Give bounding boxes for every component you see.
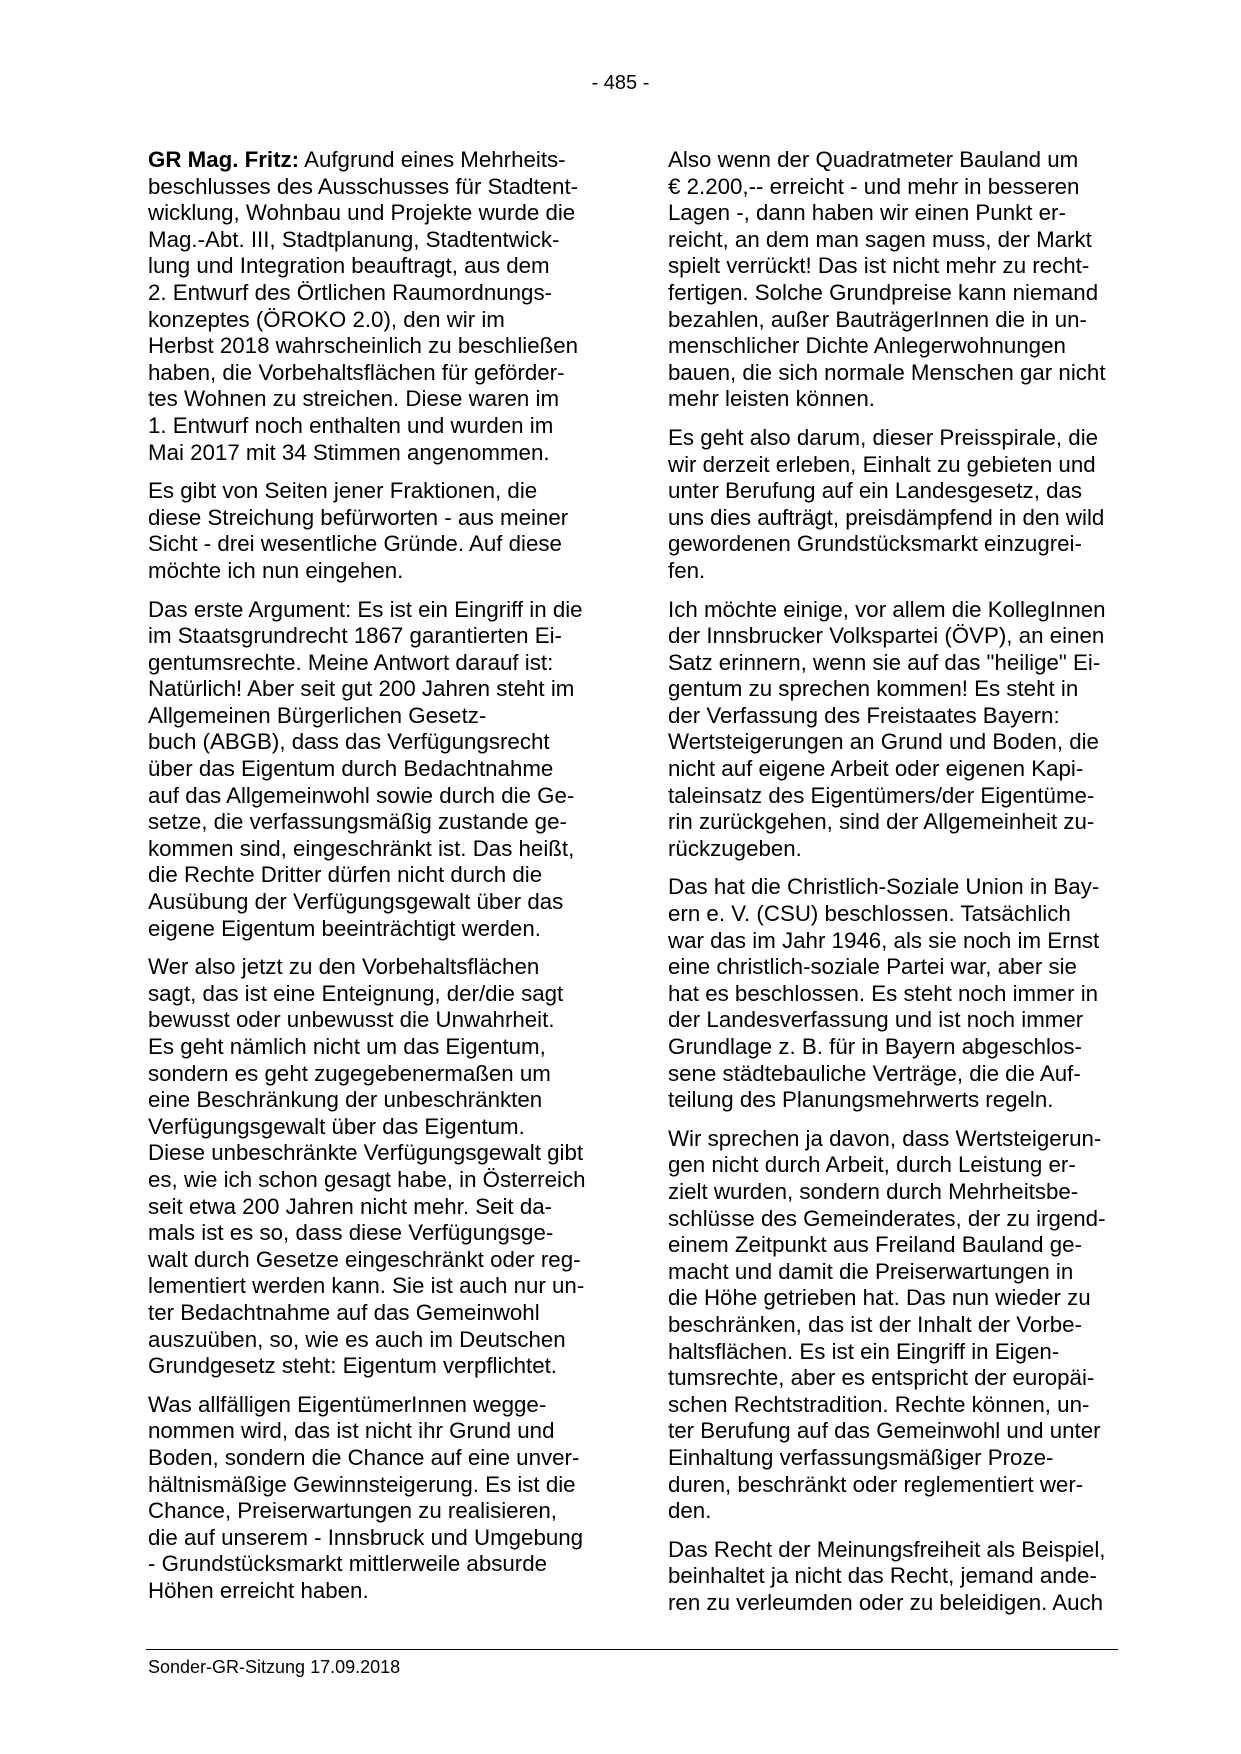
paragraph (668, 597, 1115, 863)
text-line-content: nommen wird, das ist nicht ihr Grund und (148, 1418, 555, 1444)
text-line-content: fertigen. Solche Grundpreise kann niemand (668, 279, 1099, 305)
text-line (148, 531, 595, 558)
text-line-content: seit etwa 200 Jahren nicht mehr. Seit da- (148, 1193, 553, 1219)
text-line-content: diese Streichung befürworten - aus meiner (148, 504, 569, 530)
text-line (668, 1206, 1115, 1233)
text-line-content: Es geht also darum, dieser Preisspirale, die (668, 424, 1099, 450)
paragraph (148, 1392, 595, 1605)
text-line (148, 756, 595, 783)
text-line-content: beschlusses des Ausschusses für Stadtent- (148, 173, 579, 199)
text-line (668, 597, 1115, 624)
text-line-content: auf das Allgemeinwohl sowie durch die Ge- (148, 782, 575, 808)
text-line (148, 1418, 595, 1445)
text-line (148, 1220, 595, 1247)
paragraph (668, 425, 1115, 585)
text-line-content: rückzugeben. (668, 835, 802, 861)
text-line-content: Mag.-Abt. III, Stadtplanung, Stadtentwick- (148, 226, 560, 252)
text-line (148, 783, 595, 810)
text-line-content: die Rechte Dritter dürfen nicht durch die (148, 862, 543, 888)
text-line (148, 916, 595, 943)
text-line-content: fen. (668, 557, 706, 583)
text-line (148, 1353, 595, 1380)
text-line (148, 1007, 595, 1034)
text-line (668, 1498, 1115, 1525)
text-line-content: tumsrechte, aber es entspricht der europäi- (668, 1365, 1095, 1391)
text-line-content: hältnismäßige Gewinnsteigerung. Es ist die (148, 1471, 576, 1497)
text-line-content: die Höhe getrieben hat. Das nun wieder zu (668, 1285, 1091, 1311)
text-line (668, 650, 1115, 677)
text-line (148, 333, 595, 360)
text-line-content: Ausübung der Verfügungsgewalt über das (148, 889, 564, 915)
text-line (668, 836, 1115, 863)
text-line-content: Wer also jetzt zu den Vorbehaltsflächen (148, 954, 540, 980)
text-line-content: kommen sind, eingeschränkt ist. Das heißt, (148, 835, 575, 861)
text-line (668, 1418, 1115, 1445)
text-line (148, 597, 595, 624)
text-line (148, 1273, 595, 1300)
text-line-content: Grundlage z. B. für in Bayern abgeschlos- (668, 1034, 1082, 1059)
text-line (148, 650, 595, 677)
text-line (668, 783, 1115, 810)
text-line (148, 413, 595, 440)
text-line (148, 1392, 595, 1419)
text-line (668, 386, 1115, 413)
text-line-content: der Innsbrucker Volkspartei (ÖVP), an einen (668, 623, 1105, 649)
text-line-content: eine christlich-soziale Partei war, aber sie (668, 954, 1077, 980)
text-line (668, 954, 1115, 981)
text-line-content: haltsflächen. Es ist ein Eingriff in Eigen- (668, 1338, 1060, 1364)
text-line-content: gentumsrechte. Meine Antwort darauf ist: (148, 649, 554, 675)
text-line-content: möchte ich nun eingehen. (148, 557, 404, 583)
text-line (668, 874, 1115, 901)
text-line (668, 1590, 1115, 1617)
text-line (148, 307, 595, 334)
text-line-content: rin zurückgehen, sind der Allgemeinheit zu- (668, 809, 1095, 835)
text-line (668, 981, 1115, 1008)
text-line-content: macht und damit die Preiserwartungen in (668, 1258, 1074, 1284)
text-line-content: bewusst oder unbewusst die Unwahrheit. (148, 1007, 555, 1033)
text-line-content: unter Berufung auf ein Landesgesetz, das (668, 478, 1083, 504)
text-line-content: Ich möchte einige, vor allem die KollegInnen (668, 596, 1106, 622)
text-line (148, 676, 595, 703)
text-line-content: lementiert werden kann. Sie ist auch nur un- (148, 1273, 585, 1299)
text-line (668, 360, 1115, 387)
text-line-content: wir derzeit erleben, Einhalt zu gebieten und (668, 451, 1096, 477)
text-line (148, 1498, 595, 1525)
text-line-content: Was allfälligen EigentümerInnen wegge- (148, 1391, 547, 1417)
text-line-content: beinhaltet ja nicht das Recht, jemand ande- (668, 1563, 1097, 1589)
text-line-content: Natürlich! Aber seit gut 200 Jahren steht im (148, 676, 575, 702)
text-line-content: Es geht nämlich nicht um das Eigentum, (148, 1034, 546, 1059)
page-number: - 485 - (591, 72, 650, 94)
left-column (148, 147, 595, 1616)
text-line-content: Einhaltung verfassungsmäßiger Proze- (668, 1444, 1054, 1470)
text-line (148, 147, 595, 174)
text-line-content: gentum zu sprechen kommen! Es steht in (668, 676, 1079, 702)
text-line-content: Sicht - drei wesentliche Gründe. Auf diese (148, 531, 562, 557)
text-line-content: auszuüben, so, wie es auch im Deutschen (148, 1326, 566, 1352)
text-line (148, 386, 595, 413)
text-line-content: bezahlen, außer BauträgerInnen die in un- (668, 306, 1087, 332)
paragraph (148, 597, 595, 943)
text-line-content: eigene Eigentum beeinträchtigt werden. (148, 915, 541, 941)
text-line (148, 1300, 595, 1327)
text-line (148, 836, 595, 863)
text-line (668, 756, 1115, 783)
text-line-content: 1. Entwurf noch enthalten und wurden im (148, 412, 554, 438)
text-line-content: hat es beschlossen. Es steht noch immer in (668, 980, 1099, 1006)
text-line-content: sagt, das ist eine Enteignung, der/die sagt (148, 980, 564, 1006)
text-line (148, 954, 595, 981)
text-line (668, 147, 1115, 174)
text-line (148, 280, 595, 307)
text-line-content: Boden, sondern die Chance auf eine unver- (148, 1444, 580, 1470)
footer-divider (146, 1649, 1118, 1650)
text-line-content: lung und Integration beauftragt, aus dem (148, 253, 550, 279)
text-line (668, 1365, 1115, 1392)
text-line (668, 452, 1115, 479)
text-line-content: Satz erinnern, wenn sie auf das "heilige" Ei- (668, 649, 1101, 675)
text-line (148, 729, 595, 756)
text-line (668, 1472, 1115, 1499)
text-line (148, 1194, 595, 1221)
text-line (668, 623, 1115, 650)
text-line-content: Verfügungsgewalt über das Eigentum. (148, 1113, 525, 1139)
text-line-content: beschränken, das ist der Inhalt der Vorbe- (668, 1311, 1082, 1337)
text-line-content: duren, beschränkt oder reglementiert wer- (668, 1471, 1084, 1497)
text-line (148, 1034, 595, 1061)
paragraph (668, 1537, 1115, 1617)
text-line (148, 1551, 595, 1578)
speaker-name: GR Mag. Fritz: (148, 147, 300, 172)
text-line (148, 1114, 595, 1141)
text-line (668, 253, 1115, 280)
text-line-content: gen nicht durch Arbeit, durch Leistung er- (668, 1152, 1076, 1178)
text-line (148, 623, 595, 650)
text-line (668, 558, 1115, 585)
text-line-content: die auf unserem - Innsbruck und Umgebung (148, 1524, 584, 1550)
text-line (668, 531, 1115, 558)
text-line-content: Grundgesetz steht: Eigentum verpflichtet. (148, 1353, 557, 1379)
text-line-content: sondern es geht zugegebenermaßen um (148, 1060, 551, 1086)
text-line-content: schen Rechtstradition. Rechte können, un- (668, 1391, 1090, 1417)
text-line-content: Höhen erreicht haben. (148, 1577, 369, 1603)
text-line (668, 1007, 1115, 1034)
text-line-content: Mai 2017 mit 34 Stimmen angenommen. (148, 439, 550, 465)
paragraph (668, 147, 1115, 413)
text-line-content: - Grundstücksmarkt mittlerweile absurde (148, 1551, 547, 1577)
text-line-content: der Landesverfassung und ist noch immer (668, 1007, 1084, 1033)
text-line-content: eine Beschränkung der unbeschränkten (148, 1087, 543, 1113)
text-line (668, 1087, 1115, 1114)
text-line (148, 1167, 595, 1194)
text-line-content: walt durch Gesetze eingeschränkt oder reg- (148, 1246, 581, 1272)
text-line (148, 440, 595, 467)
text-line (668, 307, 1115, 334)
text-line (148, 1472, 595, 1499)
text-line (148, 1087, 595, 1114)
text-line-content: war das im Jahr 1946, als sie noch im Ernst (668, 927, 1100, 953)
paragraph (148, 478, 595, 584)
text-line (148, 1140, 595, 1167)
text-line (148, 889, 595, 916)
text-line (148, 703, 595, 730)
text-line (148, 981, 595, 1008)
paragraph (668, 1126, 1115, 1525)
text-line-content: ter Bedachtnahme auf das Gemeinwohl (148, 1299, 540, 1325)
text-line-content: teilung des Planungsmehrwerts regeln. (668, 1087, 1054, 1113)
text-line (148, 1578, 595, 1605)
text-line (668, 901, 1115, 928)
text-line-content: tes Wohnen zu streichen. Diese waren im (148, 386, 560, 412)
text-line (668, 478, 1115, 505)
text-line-content: Wir sprechen ja davon, dass Wertsteigerun- (668, 1125, 1102, 1151)
text-line-content: sene städtebauliche Verträge, die die Auf- (668, 1060, 1081, 1086)
text-line (148, 478, 595, 505)
paragraph (668, 874, 1115, 1113)
text-line (148, 505, 595, 532)
text-line-content: spielt verrückt! Das ist nicht mehr zu recht- (668, 253, 1090, 279)
text-line (148, 1247, 595, 1274)
text-line-content: einem Zeitpunkt aus Freiland Bauland ge- (668, 1232, 1082, 1258)
text-line (668, 200, 1115, 227)
text-line (148, 862, 595, 889)
text-line-content: wicklung, Wohnbau und Projekte wurde die (148, 200, 576, 226)
text-line-content: taleinsatz des Eigentümers/der Eigentüme- (668, 782, 1095, 808)
text-line-content: gewordenen Grundstücksmarkt einzugrei- (668, 531, 1082, 557)
text-line (148, 227, 595, 254)
text-line (668, 505, 1115, 532)
text-line (668, 1445, 1115, 1472)
text-line (668, 174, 1115, 201)
text-line (148, 200, 595, 227)
text-line (148, 1327, 595, 1354)
text-line (668, 1563, 1115, 1590)
text-line-content: Das Recht der Meinungsfreiheit als Beispiel, (668, 1536, 1106, 1562)
text-line-content: Das erste Argument: Es ist ein Eingriff in die (148, 596, 583, 622)
text-line (668, 1061, 1115, 1088)
text-line (668, 1259, 1115, 1286)
text-line (148, 1061, 595, 1088)
text-line-content: konzeptes (ÖROKO 2.0), den wir im (148, 306, 505, 332)
text-line-content: uns dies aufträgt, preisdämpfend in den wild (668, 504, 1105, 530)
text-line-content: der Verfassung des Freistaates Bayern: (668, 702, 1060, 728)
text-line-content: es, wie ich schon gesagt habe, in Österreich (148, 1166, 586, 1192)
text-line-content: 2. Entwurf des Örtlichen Raumordnungs- (148, 279, 553, 305)
text-line-content: den. (668, 1498, 712, 1524)
text-line (148, 1445, 595, 1472)
text-line (668, 1392, 1115, 1419)
text-line (148, 1525, 595, 1552)
text-line-content: Lagen -, dann haben wir einen Punkt er- (668, 200, 1066, 226)
text-line-content: bauen, die sich normale Menschen gar nicht (668, 359, 1106, 385)
text-line (668, 425, 1115, 452)
text-line (668, 703, 1115, 730)
text-line-content: reicht, an dem man sagen muss, der Markt (668, 226, 1092, 252)
text-line-content: Herbst 2018 wahrscheinlich zu beschließen (148, 333, 579, 359)
text-line (148, 174, 595, 201)
text-line (668, 1034, 1115, 1061)
text-line (148, 253, 595, 280)
text-line-content: Es gibt von Seiten jener Fraktionen, die (148, 478, 538, 504)
paragraph (148, 954, 595, 1380)
text-line-content: Chance, Preiserwartungen zu realisieren, (148, 1498, 557, 1524)
text-line (148, 558, 595, 585)
text-line (668, 676, 1115, 703)
text-line (668, 1312, 1115, 1339)
footer-session-label: Sonder-GR-Sitzung 17.09.2018 (148, 1657, 401, 1677)
text-line-content: haben, die Vorbehaltsflächen für geförder- (148, 359, 565, 385)
text-line (668, 928, 1115, 955)
text-line-content: buch (ABGB), dass das Verfügungsrecht (148, 729, 550, 755)
text-line (668, 809, 1115, 836)
text-line (668, 1152, 1115, 1179)
text-line-content: Aufgrund eines Mehrheits- (304, 147, 566, 172)
text-line-content: schlüsse des Gemeinderates, der zu irgend- (668, 1205, 1106, 1231)
text-line-content: ren zu verleumden oder zu beleidigen. Auch (668, 1589, 1104, 1615)
text-line-content: mehr leisten können. (668, 386, 875, 412)
text-line-content: über das Eigentum durch Bedachtnahme (148, 756, 554, 782)
text-line-content: im Staatsgrundrecht 1867 garantierten Ei- (148, 623, 562, 649)
text-line (668, 280, 1115, 307)
text-line (148, 360, 595, 387)
text-line (668, 1537, 1115, 1564)
text-line-content: € 2.200,-- erreicht - und mehr in besseren (668, 173, 1080, 199)
text-line (668, 1285, 1115, 1312)
text-line-content: mals ist es so, dass diese Verfügungsge- (148, 1220, 554, 1246)
text-line (668, 729, 1115, 756)
text-line (148, 809, 595, 836)
text-line-content: setze, die verfassungsmäßig zustande ge- (148, 809, 567, 835)
text-line-content: Das hat die Christlich-Soziale Union in Bay- (668, 874, 1100, 900)
text-line-content: Allgemeinen Bürgerlichen Gesetz- (148, 702, 487, 728)
text-line-content: Diese unbeschränkte Verfügungsgewalt gibt (148, 1140, 584, 1166)
text-line-content: menschlicher Dichte Anlegerwohnungen (668, 333, 1066, 359)
text-line-content: nicht auf eigene Arbeit oder eigenen Kapi- (668, 756, 1084, 782)
text-line-content: zielt wurden, sondern durch Mehrheitsbe- (668, 1178, 1079, 1204)
text-line (668, 1126, 1115, 1153)
text-line (668, 1179, 1115, 1206)
right-column (668, 147, 1115, 1628)
text-line (668, 1232, 1115, 1259)
text-line-content: ern e. V. (CSU) beschlossen. Tatsächlich (668, 901, 1071, 927)
text-line (668, 333, 1115, 360)
text-line-content: Also wenn der Quadratmeter Bauland um (668, 147, 1079, 172)
paragraph (148, 147, 595, 466)
text-line-content: Wertsteigerungen an Grund und Boden, die (668, 729, 1099, 755)
text-line (668, 1339, 1115, 1366)
text-line-content: ter Berufung auf das Gemeinwohl und unter (668, 1418, 1101, 1444)
text-line (668, 227, 1115, 254)
